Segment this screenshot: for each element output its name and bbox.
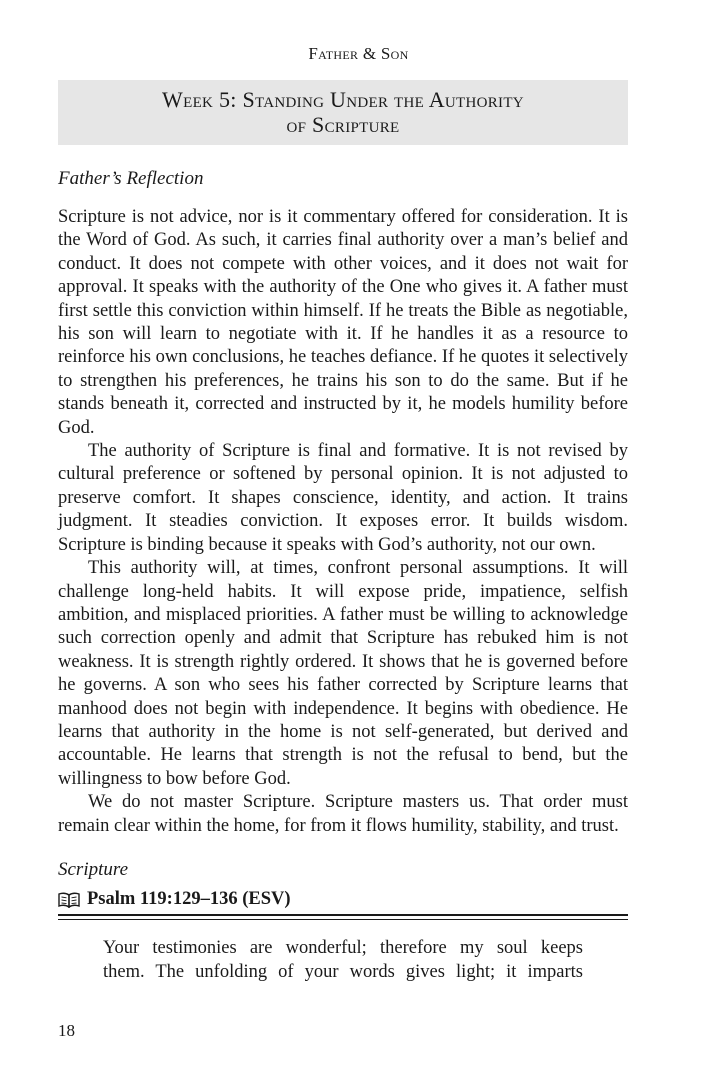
reflection-paragraph: Scripture is not advice, nor is it commentary offered for consideration. It is the Word of God. As such, it carries final authority over a man’s belief and conduct. It does not compete with other voices, and it does not wait for approval. It speaks with the authority of the One who gives it. A father must first settle this conviction within himself. If he treats the Bible as negotiable, his son will learn to negotiate with it. If he handles it as a resource to reinforce his own conclusions, he teaches defiance. If he quotes it selectively to strengthen his preferences, he trains his son to do the same. But if he stands beneath it, corrected and instructed by it, he models humility before God. — [58, 207, 628, 438]
reflection-paragraph: The authority of Scripture is final and formative. It is not revised by cultural preference or softened by personal opinion. It is not adjusted to preserve comfort. It shapes conscience, identity, and action. It trains judgment. It steadies conviction. It exposes error. It builds wisdom. Scripture is binding because it speaks with God’s authority, not our own. — [58, 441, 628, 555]
double-rule-top — [58, 914, 628, 916]
double-rule-bottom — [58, 919, 628, 920]
running-head: Father & Son — [308, 44, 409, 63]
psalm-line: Your testimonies are wonderful; therefore my soul keeps — [103, 938, 583, 958]
page-number: 18 — [58, 1021, 75, 1040]
reflection-body — [58, 206, 628, 838]
psalm-text — [103, 936, 583, 984]
scripture-label: Scripture — [58, 859, 129, 880]
week-title-line-2: of Scripture — [286, 112, 400, 137]
open-book-icon — [58, 892, 80, 908]
week-title-line-1: Week 5: Standing Under the Authority — [162, 87, 524, 112]
passage-reference-text: Psalm 119:129–136 (ESV) — [87, 889, 291, 909]
reflection-label: Father’s Reflection — [58, 168, 204, 189]
week-title-box — [58, 80, 628, 145]
reflection-paragraph: This authority will, at times, confront personal assumptions. It will challenge long-held habits. It will expose pride, impatience, selfish ambition, and misplaced priorities. A father must be willing to acknowledge such correction openly and admit that Scripture has rebuked him is not weakness. It is strength rightly ordered. It shows that he is governed before he governs. A son who sees his father corrected by Scripture learns that manhood does not begin with independence. It begins with obedience. He learns that authority in the home is not self-generated, but derived and accountable. He learns that strength is not the refusal to bend, but the willingness to bow before God. — [58, 558, 628, 789]
passage-reference — [58, 889, 628, 910]
reflection-paragraph: We do not master Scripture. Scripture masters us. That order must remain clear within the home, for from it flows humility, stability, and trust. — [58, 792, 628, 836]
psalm-line: them. The unfolding of your words gives light; it imparts — [103, 962, 583, 982]
